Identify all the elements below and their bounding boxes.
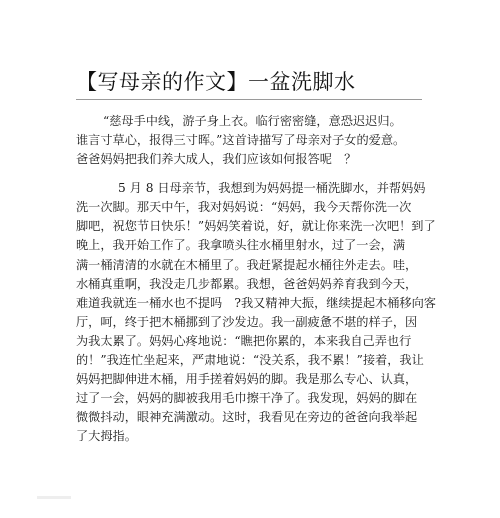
title-divider (76, 99, 422, 100)
text-line: 谁言寸草心，报得三寸晖。”这首诗描写了母亲对子女的爱意。 (76, 133, 406, 147)
text-line: 为我太累了。妈妈心疼地说：“瞧把你累的，本来我自己弄也行 (76, 334, 412, 348)
text-line: 晚上，我开始工作了。我拿喷头往水桶里射水，过了一会，满 (76, 238, 406, 252)
text-line: 了大拇指。 (76, 429, 137, 443)
text-line: 厅，呵，终于把木桶挪到了沙发边。我一副疲惫不堪的样子，因 (76, 315, 418, 329)
footer-smudge (37, 496, 71, 499)
text-line: 脚吧，祝您节日快乐！”妈妈笑着说，好，就让你来洗一次吧！到了 (76, 219, 436, 233)
text-line: “慈母手中线，游子身上衣。临行密密缝，意恐迟迟归。 (103, 114, 402, 128)
text-line: 难道我就连一桶水也不提吗 ?我又精神大振，继续提起木桶移向客 (76, 296, 436, 310)
text-line: 5 月 8 日母亲节，我想到为妈妈提一桶洗脚水，并帮妈妈 (118, 181, 426, 195)
text-line: 爸爸妈妈把我们养大成人，我们应该如何报答呢 ？ (76, 152, 357, 166)
text-line: 微微抖动，眼神充满激动。这时，我看见在旁边的爸爸向我举起 (76, 410, 418, 424)
text-line: 洗一次脚。那天中午，我对妈妈说：“妈妈，我今天帮你洗一次 (76, 200, 412, 214)
article-title: 【写母亲的作文】一盆洗脚水 (76, 70, 356, 94)
text-line: 水桶真重啊，我没走几步都累。我想，爸爸妈妈养育我到今天， (76, 277, 418, 291)
text-line: 的！”我连忙坐起来，严肃地说：“没关系，我不累！”接着，我让 (76, 353, 424, 367)
text-line: 过了一会，妈妈的脚被我用毛巾擦干净了。我发现，妈妈的脚在 (76, 391, 418, 405)
text-line: 满一桶清清的水就在木桶里了。我赶紧提起水桶往外走去。哇， (76, 258, 418, 272)
text-line: 妈妈把脚伸进木桶，用手搓着妈妈的脚。我是那么专心、认真， (76, 372, 418, 386)
